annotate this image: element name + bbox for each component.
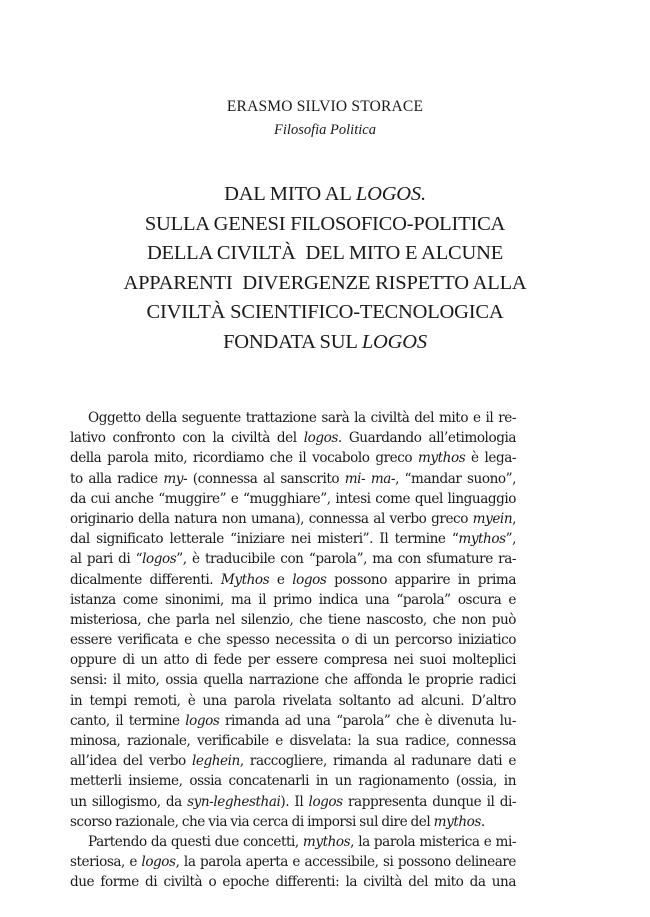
- body-line: scorso razionale, che via via cerca di imporsi sul dire del mythos.: [70, 813, 485, 830]
- body-line: originario della natura non umana), connessa al verbo greco myein,: [70, 510, 516, 527]
- body-line: lativo confronto con la civiltà del logos. Guardando all’etimologia: [70, 430, 516, 447]
- body-line: al pari di “logos”, è traducibile con “parola”, ma con sfumature ra-: [70, 551, 516, 568]
- author-name: ERASMO SILVIO STORACE: [226, 98, 424, 115]
- body-line: Oggetto della seguente trattazione sarà la civiltà del mito e il re-: [88, 410, 516, 426]
- body-line: in tempi remoti, è una parola rivelata soltanto ad alcuni. D’altro: [70, 692, 516, 709]
- body-line: istanza come sinonimi, ma il primo indica una “parola” oscura e: [70, 591, 516, 608]
- body-line: steriosa, e logos, la parola aperta e accessibile, si possono delineare: [70, 854, 516, 871]
- body-line: essere verificata e che spesso necessita o di un percorso iniziatico: [70, 632, 516, 649]
- body-line: misteriosa, che parla nel silenzio, che tiene nascosto, che non può: [70, 611, 516, 628]
- body-line: un sillogismo, da syn-leghesthai). Il logos rappresenta dunque il di-: [70, 793, 516, 810]
- body-line: sensi: il mito, ossia quella narrazione che affonda le proprie radici: [70, 672, 516, 689]
- body-line: oppure di un atto di fede per essere compresa nei suoi molteplici: [70, 652, 516, 669]
- body-text: [70, 408, 516, 893]
- body-line: canto, il termine logos rimanda ad una “parola” che è divenuta lu-: [70, 712, 516, 729]
- body-line: dal significato letterale “iniziare nei misteri”. Il termine “mythos”,: [70, 531, 516, 548]
- body-line: Partendo da questi due concetti, mythos, la parola misterica e mi-: [88, 833, 516, 850]
- body-line: della parola mito, ricordiamo che il vocabolo greco mythos è lega-: [70, 450, 516, 467]
- title-line-1: DAL MITO AL LOGOS.: [224, 183, 426, 205]
- author-affiliation: Filosofia Politica: [274, 122, 376, 138]
- title-line-5: CIVILTÀ SCIENTIFICO-TECNOLOGICA: [146, 301, 504, 323]
- title-line-4: APPARENTI DIVERGENZE RISPETTO ALLA: [123, 271, 527, 294]
- body-line: due forme di civiltà o epoche differenti: la civiltà del mito da una: [70, 874, 516, 891]
- title-line-3: DELLA CIVILTÀ DEL MITO E ALCUNE: [146, 242, 504, 264]
- body-line: all’idea del verbo leghein, raccogliere, rimanda al radunare dati e: [70, 753, 516, 770]
- title-line-2: SULLA GENESI FILOSOFICO-POLITICA: [144, 212, 506, 235]
- paper-title: [0, 180, 650, 357]
- title-line-6: FONDATA SUL LOGOS: [223, 330, 427, 353]
- body-line: minosa, razionale, verificabile e disvelata: la sua radice, connessa: [70, 733, 516, 749]
- body-line: to alla radice my- (connessa al sanscrito mi- ma-, “mandar suono”,: [70, 470, 516, 487]
- body-line: dicalmente differenti. Mythos e logos possono apparire in prima: [70, 571, 516, 588]
- body-line: da cui anche “muggire” e “mugghiare”, intesi come quel linguaggio: [70, 490, 516, 507]
- body-line: metterli insieme, ossia concatenarli in un ragionamento (ossia, in: [70, 773, 516, 790]
